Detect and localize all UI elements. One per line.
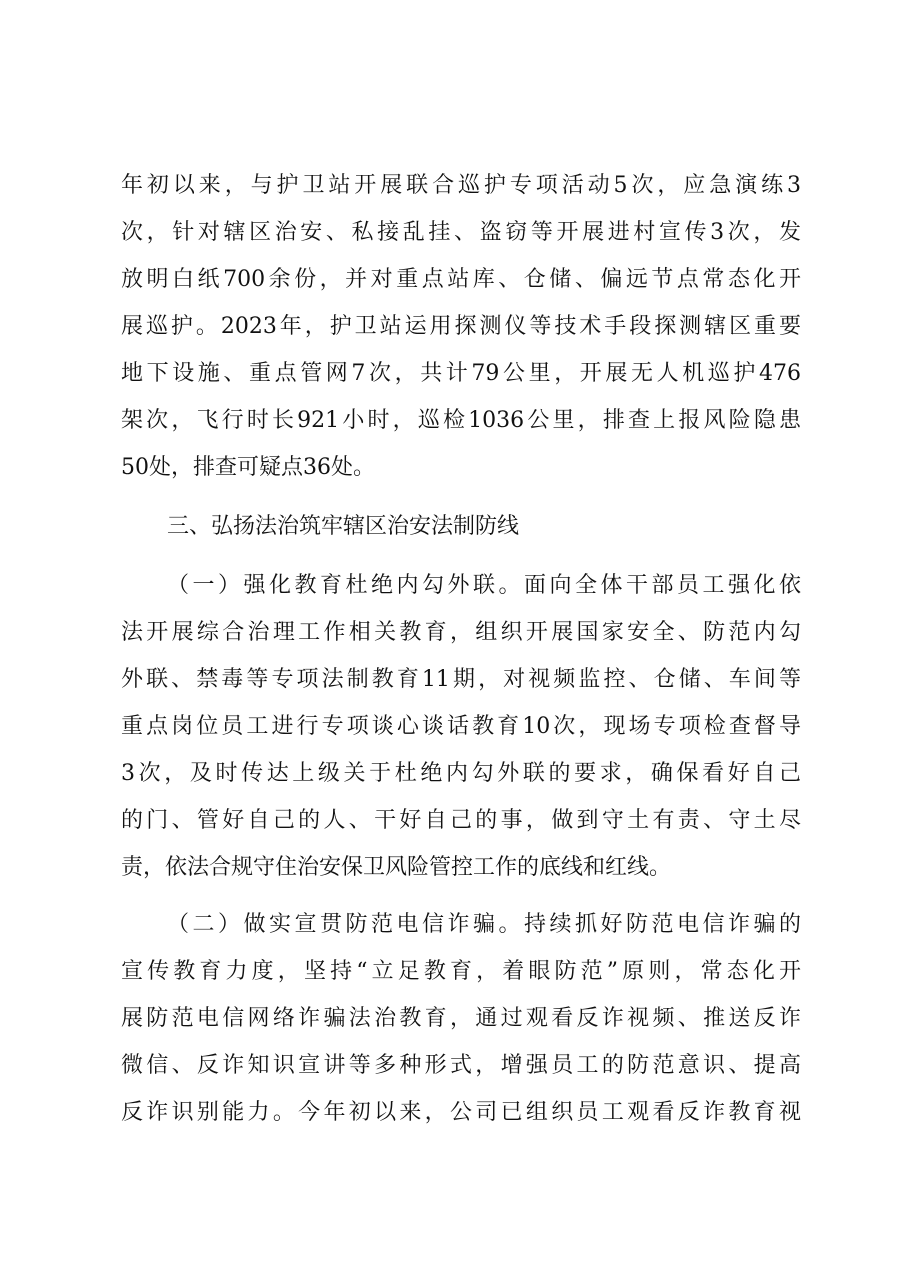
- paragraph-3-line-1: （二）做实宣贯防范电信诈骗。持续抓好防范电信诈骗的: [167, 912, 801, 937]
- paragraph-1-line-7: 50处，排查可疑点36处。: [121, 455, 375, 480]
- paragraph-3-line-3: 展防范电信网络诈骗法治教育，通过观看反诈视频、推送反诈: [121, 1006, 801, 1031]
- paragraph-2-line-2: 法开展综合治理工作相关教育，组织开展国家安全、防范内勾: [121, 620, 801, 645]
- paragraph-2-line-1: （一）强化教育杜绝内勾外联。面向全体干部员工强化依: [167, 573, 801, 598]
- paragraph-2-line-5: 3次，及时传达上级关于杜绝内勾外联的要求，确保看好自己: [121, 761, 801, 786]
- paragraph-2-line-7: 责，依法合规守住治安保卫风险管控工作的底线和红线。: [121, 855, 672, 880]
- section-heading: 三、弘扬法治筑牢辖区治安法制防线: [167, 514, 520, 539]
- paragraph-2-line-3: 外联、禁毒等专项法制教育11期，对视频监控、仓储、车间等: [121, 667, 801, 692]
- paragraph-3-line-4: 微信、反诈知识宣讲等多种形式，增强员工的防范意识、提高: [121, 1053, 801, 1078]
- paragraph-2-line-4: 重点岗位员工进行专项谈心谈话教育10次，现场专项检查督导: [121, 714, 801, 739]
- paragraph-1-line-6: 架次，飞行时长921小时，巡检1036公里，排查上报风险隐患: [121, 408, 801, 433]
- paragraph-2-line-6: 的门、管好自己的人、干好自己的事，做到守土有责、守土尽: [121, 808, 801, 833]
- paragraph-3-line-2: 宣传教育力度，坚持“立足教育，着眼防范”原则，常态化开: [121, 959, 801, 984]
- paragraph-1-line-2: 次，针对辖区治安、私接乱挂、盗窃等开展进村宣传3次，发: [121, 220, 801, 245]
- paragraph-1-line-1: 年初以来，与护卫站开展联合巡护专项活动5次，应急演练3: [121, 173, 801, 198]
- paragraph-3-line-5: 反诈识别能力。今年初以来，公司已组织员工观看反诈教育视: [121, 1100, 801, 1125]
- paragraph-1-line-3: 放明白纸700余份，并对重点站库、仓储、偏远节点常态化开: [121, 267, 801, 292]
- paragraph-1-line-4: 展巡护。2023年，护卫站运用探测仪等技术手段探测辖区重要: [121, 314, 801, 339]
- paragraph-1-line-5: 地下设施、重点管网7次，共计79公里，开展无人机巡护476: [121, 361, 801, 386]
